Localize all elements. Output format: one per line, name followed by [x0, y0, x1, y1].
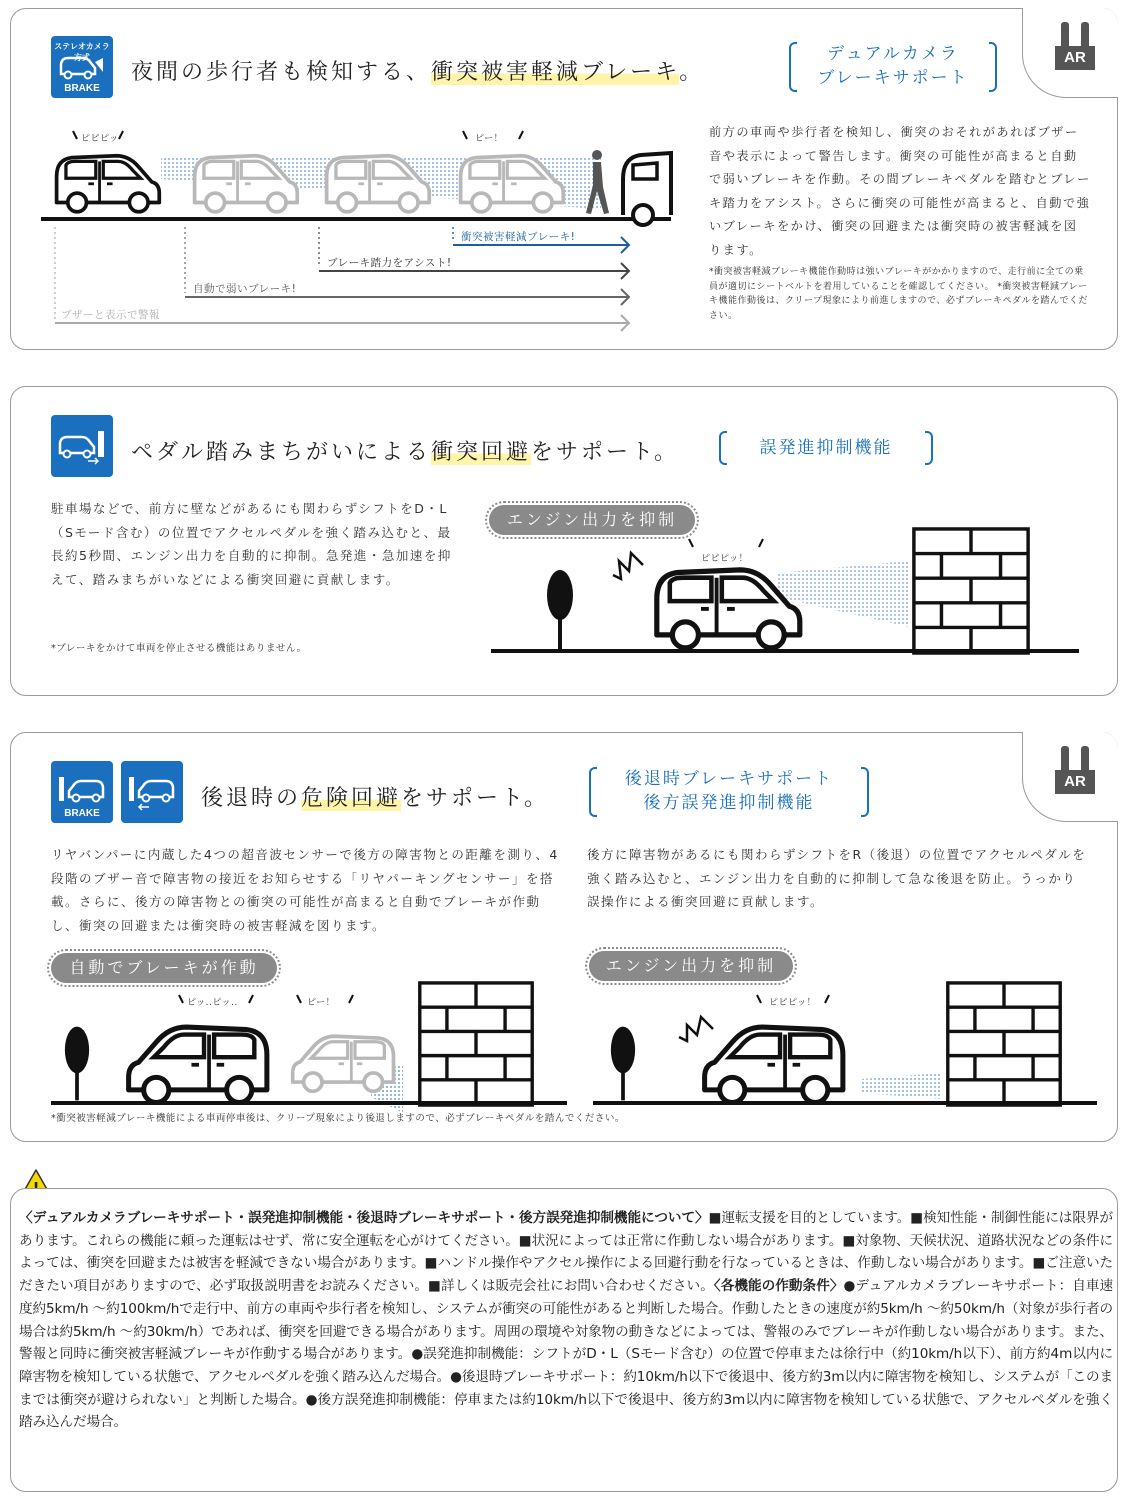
feature-name-line1: 後退時ブレーキサポート [624, 769, 834, 789]
reverse-car-icon [57, 775, 107, 805]
sound-beep-continuous: ピー！ [307, 998, 336, 1008]
stage-label-4: ブザーと表示で警報 [61, 309, 160, 321]
headline-pre: ペダル踏みまちがいによる [131, 440, 432, 465]
sound-beep-2: ピー！ [475, 134, 504, 144]
section-collision-brake [10, 8, 1118, 350]
sound-beep-1: ピピピッ [81, 134, 119, 144]
stage-label-2: ブレーキ踏力をアシスト! [327, 257, 452, 269]
collision-brake-note: *衝突被害軽減ブレーキ機能作動時は強いブレーキがかかりますので、走行前に全ての乗員が適切にシートベルトを着用していることを確認してください。 *衝突被害軽減ブレーキ機能作動後は、クリープ現象により前進しますので、必ずブレーキペダルを踏んでください。 [709, 267, 1089, 321]
ar-person-icon [1061, 746, 1069, 772]
headline-pre: 後退時の [201, 786, 302, 811]
false-start-note: *ブレーキをかけて車両を停止させる機能はありません。 [51, 643, 307, 654]
headline-post: 。 [679, 60, 705, 85]
disclaimer-body-1: ■運転支援を目的としています。■検知性能・制御性能には限界があります。これらの機能に頼った運転はせず、常に安全運転を心がけてください。■状況によっては正常に作動しない場合があります。■対象物、天候状況、道路状況などの条件によっては、衝突を回避または被害を軽減できない場合があります。■ハンドル操作やアクセル操作による回避行動を行なっているときは、作動しない場合があります。■ご注意いただきたい項目がありますので、必ず取扱説明書をお読みください。■詳しくは販売会社にお問い合わせください。 [19, 1210, 1113, 1295]
feature-name: 誤発進抑制機能 [759, 438, 893, 458]
ar-person-icon [1061, 22, 1069, 48]
ar-person-icon [1081, 746, 1089, 772]
car-wall-icon [58, 429, 106, 463]
feature-name-reverse [589, 767, 869, 817]
reverse-brake-description: リヤバンパーに内蔵した4つの超音波センサーで後方の障害物との距離を測り、4段階のブザー音で障害物の接近をお知らせする「リヤパーキングセンサー」を搭載。さらに、後方の障害物との衝突の可能性が高まると自動でブレーキが作動し、衝突の回避または衝突時の被害軽減を図ります。 [51, 847, 559, 933]
pill-auto-brake: 自動でブレーキが作動 [51, 953, 277, 983]
stage-label-1: 衝突被害軽減ブレーキ! [461, 231, 576, 243]
headline-reverse [201, 781, 549, 812]
reverse-car-wall-icon [127, 775, 177, 809]
ar-label: AR [1055, 46, 1095, 70]
ar-tab [1022, 8, 1118, 98]
headline-false-start [131, 435, 679, 466]
pill-engine-suppression: エンジン出力を抑制 [489, 505, 695, 535]
disclaimer-heading-1: 〈デュアルカメラブレーキサポート・誤発進抑制機能・後退時ブレーキサポート・後方誤発進抑制機能について〉 [19, 1210, 709, 1226]
badge-top-label: ステレオカメラ方式 [54, 42, 110, 62]
disclaimer-heading-2: 〈各機能の作動条件〉 [713, 1278, 844, 1295]
reverse-brake-badge [51, 761, 113, 823]
disclaimer-text [19, 1207, 1113, 1434]
badge-bottom-label: BRAKE [64, 83, 100, 94]
headline-post: をサポート。 [401, 786, 550, 811]
headline-highlight: 衝突被害軽減ブレーキ [431, 60, 680, 85]
feature-name-line2: ブレーキサポート [817, 68, 969, 88]
ar-label: AR [1055, 770, 1095, 794]
rear-false-start-description: 後方に障害物があるにも関わらずシフトをR（後退）の位置でアクセルペダルを強く踏み込むと、エンジン出力を自動的に抑制して急な後退を防止。うっかり誤操作による衝突回避に貢献します。 [587, 847, 1087, 909]
sound-beep: ピピピッ！ [701, 554, 749, 564]
section-reverse-support [10, 732, 1118, 1142]
ar-tab [1022, 732, 1118, 822]
stage-label-3: 自動で弱いブレーキ! [193, 283, 297, 295]
rear-false-start-illustration [581, 973, 1101, 1103]
feature-name-line1: デュアルカメラ [827, 44, 959, 64]
feature-name-false-start [719, 431, 933, 465]
section-disclaimer [10, 1188, 1118, 1492]
rear-false-start-badge [121, 761, 183, 823]
pill-engine-suppression: エンジン出力を抑制 [589, 951, 793, 981]
disclaimer-body-2: ●デュアルカメラブレーキサポート：自車速度約5km/h ～約100km/hで走行中、前方の車両や歩行者を検知し、システムが衝突の可能性があると判断した場合。作動したときの速度が約5km/h ～約50km/h（対象が歩行者の場合は約5km/h ～約30km/h）であれば、衝突を回避できる場合があります。周囲の環境や対象物の動きなどによっては、警報のみでブレーキが作動しない場合があります。また、警報と同時に衝突被害軽減ブレーキが作動する場合があります。●誤発進抑制機能：シフトがD・L（Sモード含む）の位置で停車または徐行中（約10km/h以下）、前方約4m以内に障害物を検知している状態で、アクセルペダルを強く踏み込んだ場合。●後退時ブレーキサポート：約10km/h以下で後退中、後方約3m以内に障害物を検知し、システムが「このままでは衝突が避けられない」と判断した場合。●後方誤発進抑制機能：停車または約10km/h以下で後退中、後方約3m以内に障害物を検知している状態で、アクセルペダルを強く踏み込んだ場合。 [19, 1278, 1114, 1431]
false-start-description: 駐車場などで、前方に壁などがあるにも関わらずシフトをD・L（Sモード含む）の位置でアクセルペダルを強く踏み込むと、最長約5秒間、エンジン出力を自動的に抑制。急発進・急加速を抑えて、踏みまちがいなどによる衝突回避に貢献します。 [51, 501, 452, 587]
reverse-brake-illustration [41, 973, 571, 1103]
reverse-note: *衝突被害軽減ブレーキ機能による車両停車後は、クリープ現象により後退しますので、必ずブレーキペダルを踏んでください。 [51, 1113, 625, 1124]
false-start-badge [51, 415, 113, 477]
headline-highlight: 衝突回避 [431, 440, 532, 465]
sound-beep: ピピピッ！ [769, 998, 817, 1008]
headline-post: をサポート。 [531, 440, 680, 465]
headline-highlight: 危険回避 [301, 786, 402, 811]
collision-brake-description: 前方の車両や歩行者を検知し、衝突のおそれがあればブザー音や表示によって警告します。衝突の可能性が高まると自動で弱いブレーキを作動。その間ブレーキペダルを踏むとブレーキ踏力をアシスト。さらに衝突の可能性が高まると、自動で強いブレーキをかけ、衝突の回避または衝突時の被害軽減を図ります。 [709, 125, 1091, 257]
section-false-start-prevention [10, 386, 1118, 696]
badge-bottom-label: BRAKE [64, 808, 100, 819]
headline-pre: 夜間の歩行者も検知する、 [131, 60, 432, 85]
sound-beep-intermittent: ピッ..ピッ.. [187, 998, 238, 1008]
false-start-illustration [481, 517, 1081, 657]
ar-person-icon [1081, 22, 1089, 48]
feature-name-dual-camera [789, 42, 997, 92]
feature-name-line2: 後方誤発進抑制機能 [643, 793, 815, 813]
brake-stage-illustration [11, 9, 691, 349]
